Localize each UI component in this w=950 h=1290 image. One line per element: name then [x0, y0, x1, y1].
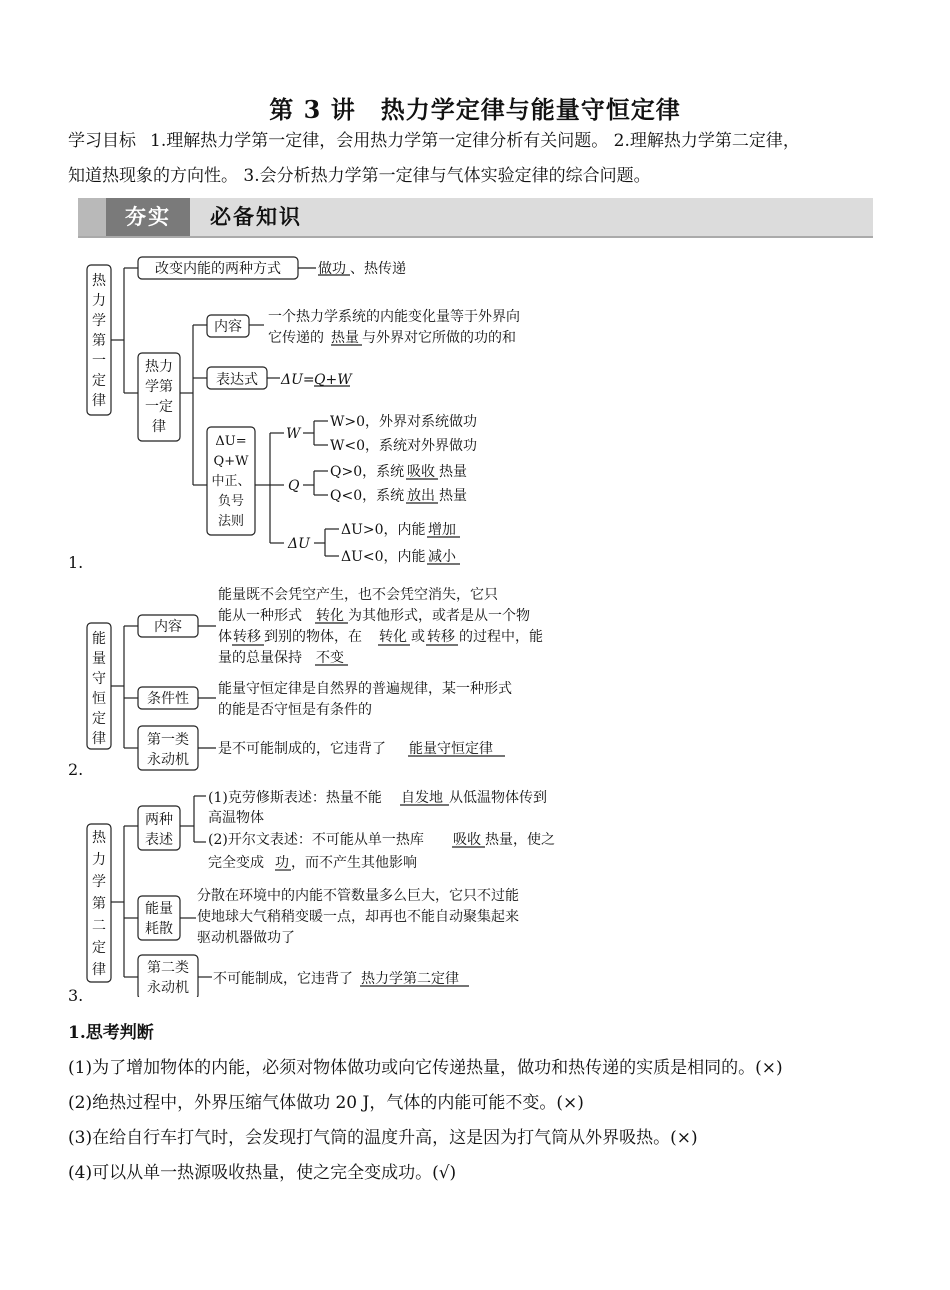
d2-pm-b: 能量守恒定律	[409, 741, 493, 757]
d2-content-l3b: 转移	[233, 629, 261, 645]
d3-root-6: 定	[92, 940, 106, 956]
d2-content-box: 内容	[154, 619, 182, 635]
d1-content-box: 内容	[214, 319, 242, 335]
d3-s2-b: 吸收	[453, 832, 481, 848]
d1-Q-neg-c: 热量	[439, 488, 467, 504]
d2-content-l3d: 转化	[379, 629, 407, 645]
d2-root-6: 律	[92, 731, 106, 747]
d1-root-7: 律	[92, 393, 106, 409]
d1-W: W	[286, 426, 301, 442]
d1-Q-pos-c: 热量	[439, 464, 467, 480]
d2-content-l2c: 为其他形式，或者是从一个物	[348, 608, 530, 624]
judgement-item: (3)在给自行车打气时，会发现打气筒的温度升高，这是因为打气筒从外界吸热。(×)	[68, 1128, 698, 1148]
d1-sub-1: 热力	[145, 359, 173, 375]
d3-root-7: 律	[92, 962, 106, 978]
d3-s1-b: 自发地	[401, 790, 443, 806]
d2-content-l3c: 到别的物体，在	[264, 629, 362, 645]
d3-s1-d: 高温物体	[208, 810, 264, 826]
d1-expr-box: 表达式	[216, 372, 258, 388]
d1-content-line2a: 它传递的	[268, 330, 324, 346]
d1-W-pos: W>0，外界对系统做功	[330, 414, 478, 430]
d2-root-1: 能	[92, 631, 106, 647]
d2-content-l3e: 或	[411, 629, 425, 645]
d3-diss-l1: 分散在环境中的内能不管数量多么巨大，它只不过能	[197, 888, 519, 904]
d3-two-box-1: 两种	[145, 812, 173, 828]
d3-pm2-box-1: 第二类	[147, 960, 189, 976]
d3-diss-box-1: 能量	[145, 901, 173, 917]
d1-sign-5: 法则	[217, 514, 245, 529]
d2-root-2: 量	[92, 651, 106, 667]
d1-way-rest: 、热传递	[350, 261, 406, 277]
diagram-energy-conservation	[0, 578, 950, 773]
page-title: 第 3 讲 热力学定律与能量守恒定律	[269, 95, 681, 124]
d1-dU-neg-a: ΔU<0，内能	[341, 549, 426, 565]
d1-sub-2: 学第	[145, 379, 173, 395]
d3-s2-c: 热量，使之	[485, 832, 555, 848]
d2-cond-l2: 的能是否守恒是有条件的	[218, 702, 372, 718]
d2-cond-box: 条件性	[147, 691, 189, 707]
d2-content-l3f: 转移	[427, 629, 455, 645]
d2-content-l4b: 不变	[316, 650, 344, 666]
d3-root-1: 热	[92, 830, 106, 846]
judgement-item: (2)绝热过程中，外界压缩气体做功 20 J，气体的内能可能不变。(×)	[68, 1093, 584, 1113]
d2-content-l2b: 转化	[316, 608, 344, 624]
judgement-item: (4)可以从单一热源吸收热量，使之完全变成功。(√)	[68, 1163, 457, 1183]
d1-dU-pos-a: ΔU>0，内能	[341, 522, 426, 538]
d1-dU-neg-b: 减小	[428, 549, 456, 565]
objectives-line2: 知道热现象的方向性。 3.会分析热力学第一定律与气体实验定律的综合问题。	[68, 166, 651, 186]
d1-content-line2c: 与外界对它所做的功的和	[362, 330, 516, 346]
diagram-second-law	[0, 782, 950, 997]
d3-s2-a: (2)开尔文表述：不可能从单一热库	[208, 832, 424, 848]
d3-root-5: 二	[92, 918, 106, 934]
banner-tag: 夯实	[106, 198, 190, 236]
d1-dU-pos-b: 增加	[428, 522, 456, 538]
d1-expr-prefix: ΔU=	[281, 372, 315, 388]
d3-two-box-2: 表述	[145, 832, 173, 848]
d1-sign-4: 负号	[217, 494, 245, 509]
d2-content-l4a: 量的总量保持	[218, 650, 302, 666]
d1-way-answer: 做功	[318, 261, 346, 277]
d3-root-4: 第	[92, 896, 106, 912]
d2-pm-a: 是不可能制成的，它违背了	[218, 741, 386, 757]
d3-diss-box-2: 耗散	[145, 921, 173, 937]
d1-Q: Q	[288, 478, 300, 494]
d1-content-line2b: 热量	[331, 330, 359, 346]
d2-content-l1: 能量既不会凭空产生，也不会凭空消失，它只	[218, 587, 498, 603]
objectives-line1: 1.理解热力学第一定律，会用热力学第一定律分析有关问题。 2.理解热力学第二定律，	[150, 131, 800, 151]
d3-pm2-a: 不可能制成，它违背了	[213, 971, 353, 987]
d1-Q-neg-b: 放出	[407, 488, 435, 504]
d3-diss-l3: 驱动机器做功了	[197, 930, 295, 946]
d1-root-1: 热	[92, 273, 106, 289]
d1-content-line1: 一个热力学系统的内能变化量等于外界向	[268, 309, 520, 325]
banner-title: 必备知识	[210, 204, 302, 229]
d1-sign-2: Q+W	[213, 454, 249, 469]
objectives-label: 学习目标	[68, 131, 136, 151]
d3-s1-a: (1)克劳修斯表述：热量不能	[208, 790, 382, 806]
d2-content-l3a: 体	[218, 629, 232, 645]
diagram-first-law	[0, 245, 950, 575]
d1-root-5: 一	[92, 353, 106, 369]
d3-root-2: 力	[92, 852, 106, 868]
d1-way-box: 改变内能的两种方式	[155, 261, 281, 277]
d3-pm2-b: 热力学第二定律	[361, 971, 459, 987]
d1-Q-pos-b: 吸收	[407, 464, 435, 480]
d1-root-4: 第	[92, 333, 106, 349]
learning-objectives	[68, 124, 888, 194]
d1-root-3: 学	[92, 313, 106, 329]
d3-s1-c: 从低温物体传到	[449, 790, 547, 806]
diagram1-number: 1.	[68, 553, 84, 572]
d2-pm-box-2: 永动机	[147, 752, 189, 768]
d3-pm2-box-2: 永动机	[147, 980, 189, 996]
d1-root-6: 定	[92, 373, 106, 389]
d1-Q-pos-a: Q>0，系统	[330, 464, 405, 480]
d1-sub-4: 律	[152, 419, 166, 435]
d2-pm-box-1: 第一类	[147, 732, 189, 748]
d2-cond-l1: 能量守恒定律是自然界的普遍规律，某一种形式	[218, 681, 512, 697]
d3-s2-e: 功	[275, 855, 289, 871]
d1-Q-neg-a: Q<0，系统	[330, 488, 405, 504]
d3-root-3: 学	[92, 874, 106, 890]
d2-root-4: 恒	[92, 691, 106, 707]
d3-s2-d: 完全变成	[208, 855, 264, 871]
d2-root-3: 守	[92, 671, 106, 687]
judgement-item: (1)为了增加物体的内能，必须对物体做功或向它传递热量，做功和热传递的实质是相同的。(×)	[68, 1058, 783, 1078]
d2-content-l2a: 能从一种形式	[218, 608, 302, 624]
section-banner	[78, 198, 873, 238]
d1-sign-1: ΔU=	[215, 434, 247, 449]
banner-stripe	[78, 198, 106, 236]
d1-dU: ΔU	[288, 536, 310, 552]
d3-s2-f: ，而不产生其他影响	[291, 855, 417, 871]
d1-root-2: 力	[92, 293, 106, 309]
judgement-title: 1.思考判断	[68, 1023, 154, 1043]
d2-content-l3g: 的过程中，能	[459, 629, 543, 645]
d1-W-neg: W<0，系统对外界做功	[330, 438, 478, 454]
d1-sub-3: 一定	[145, 399, 173, 415]
d1-sign-3: 中正、	[211, 474, 251, 489]
diagram3-number: 3.	[68, 986, 84, 1005]
diagram2-number: 2.	[68, 760, 84, 779]
d3-diss-l2: 使地球大气稍稍变暖一点，却再也不能自动聚集起来	[197, 909, 519, 925]
d1-expr-answer: Q+W	[314, 372, 352, 388]
d2-root-5: 定	[92, 711, 106, 727]
